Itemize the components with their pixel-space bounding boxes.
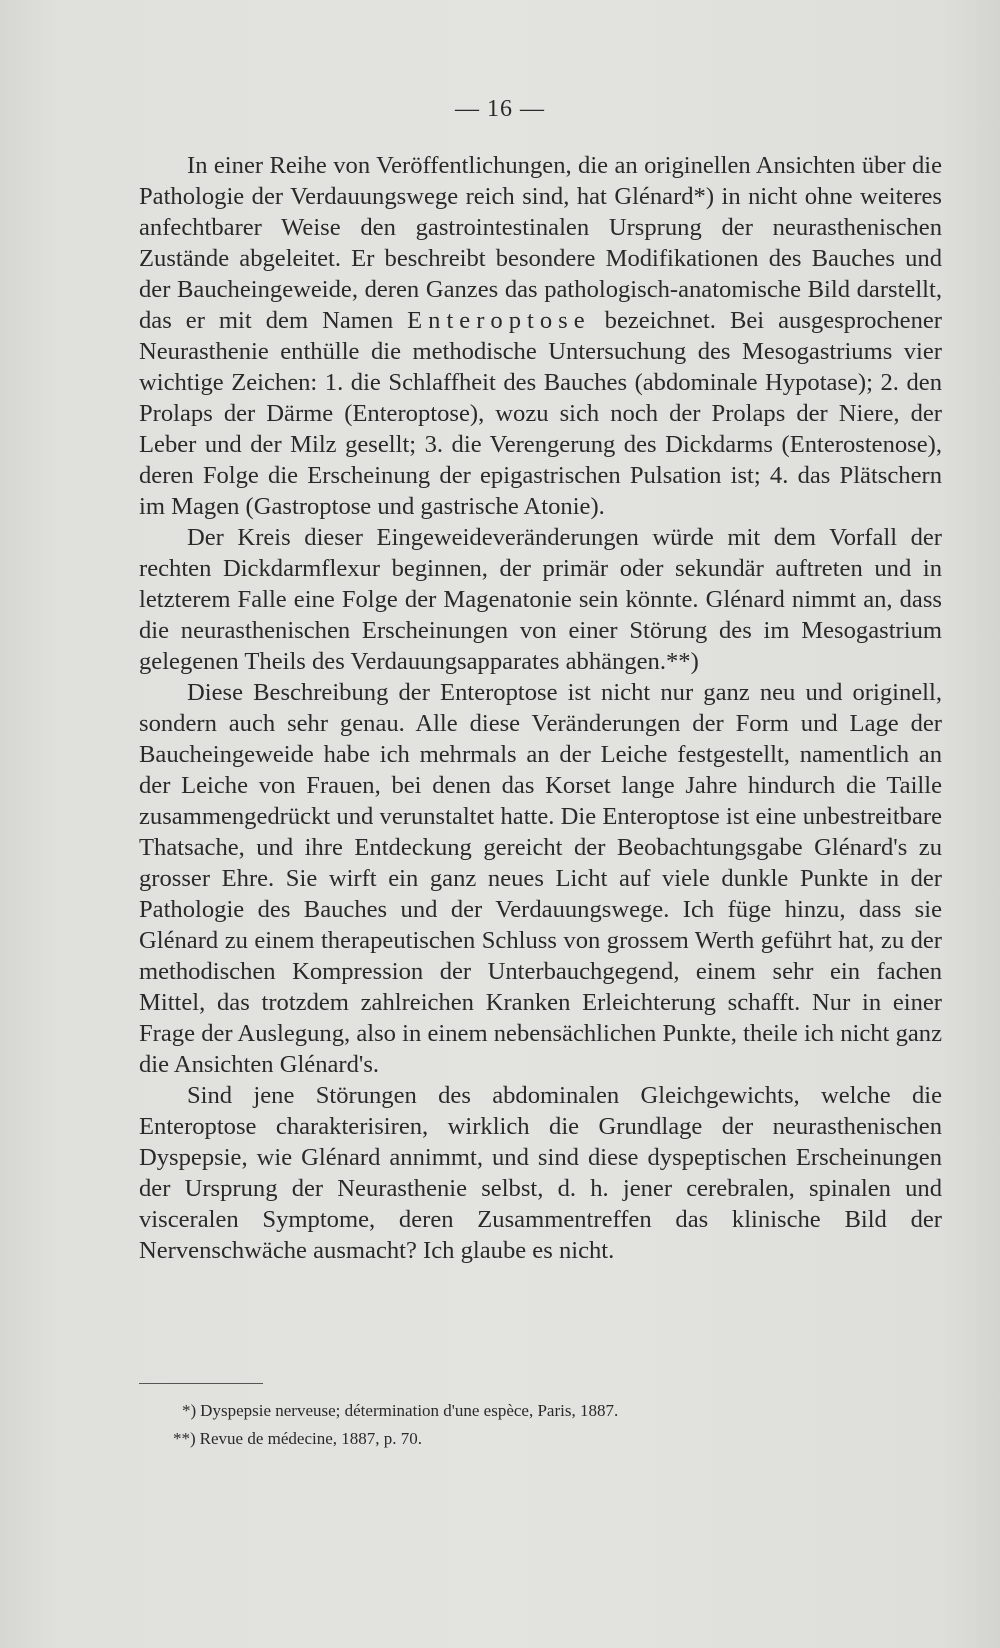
page-number: — 16 — <box>455 96 545 122</box>
paragraph-1 <box>139 150 942 522</box>
footnote-1 <box>182 1397 618 1425</box>
emphasized-term: Enteroptose <box>407 307 591 334</box>
paragraph-1-text-continued: bezeichnet. Bei ausgesprochener Neurasthenie enthülle die methodische Untersuchung des Mesogastriums vier wichtige Zeichen: 1. die Schlaffheit des Bauches (abdominale Hypotase); 2. den Prolaps der Därme (Enteroptose), wozu sich noch der Prolaps der Niere, der Leber und der Milz gesellt; 3. die Verengerung des Dickdarms (Enterostenose), deren Folge die Erscheinung der epigastrischen Pulsation ist; 4. das Plätschern im Magen (Gastroptose und gastrische Atonie). <box>139 307 942 520</box>
footnote-separator <box>139 1383 263 1384</box>
footnote-2 <box>173 1425 422 1453</box>
paragraph-1-text: In einer Reihe von Veröffentlichungen, die an originellen Ansichten über die Pathologie der Verdauungswege reich sind, hat Glénard*) in nicht ohne weiteres anfechtbarer Weise den gastrointestinalen Ursprung der neurasthenischen Zustände abgeleitet. Er beschreibt besondere Modifikationen des Bauches und der Baucheingeweide, deren Ganzes das pathologisch-anatomische Bild darstellt, das er mit dem Namen <box>139 152 942 334</box>
footnote-1-text: Dyspepsie nerveuse; détermination d'une espèce, Paris, 1887. <box>200 1401 619 1420</box>
paragraph-2: Der Kreis dieser Eingeweideveränderungen würde mit dem Vorfall der rechten Dickdarmflexur beginnen, der primär oder sekundär auftreten und in letzterem Falle eine Folge der Magenatonie sein könnte. Glénard nimmt an, dass die neurasthenischen Erscheinungen von einer Störung des im Mesogastrium gelegenen Theils des Verdauungsapparates abhängen.**) <box>139 524 942 675</box>
body-text <box>139 150 942 1266</box>
paragraph-3: Diese Beschreibung der Enteroptose ist nicht nur ganz neu und originell, sondern auch sehr genau. Alle diese Veränderungen der Form und Lage der Baucheingeweide habe ich mehrmals an der Leiche festgestellt, namentlich an der Leiche von Frauen, bei denen das Korset lange Jahre hindurch die Taille zusammengedrückt und verunstaltet hatte. Die Enteroptose ist eine unbestreitbare Thatsache, und ihre Entdeckung gereicht der Beobachtungsgabe Glénard's zu grosser Ehre. Sie wirft ein ganz neues Licht auf viele dunkle Punkte in der Pathologie des Bauches und der Verdauungswege. Ich füge hinzu, dass sie Glénard zu einem therapeutischen Schluss von grossem Werth geführt hat, zu der methodischen Kompression der Unterbauchgegend, einem sehr ein fachen Mittel, das trotzdem zahlreichen Kranken Erleichterung schafft. Nur in einer Frage der Auslegung, also in einem nebensächlichen Punkte, theile ich nicht ganz die Ansichten Glénard's. <box>139 679 942 1078</box>
footnote-2-mark: **) <box>173 1429 196 1448</box>
paragraph-4: Sind jene Störungen des abdominalen Gleichgewichts, welche die Enteroptose charakterisiren, wirklich die Grundlage der neurasthenischen Dyspepsie, wie Glénard annimmt, und sind diese dyspeptischen Erscheinungen der Ursprung der Neurasthenie selbst, d. h. jener cerebralen, spinalen und visceralen Symptome, deren Zusammentreffen das klinische Bild der Nervenschwäche ausmacht? Ich glaube es nicht. <box>139 1082 942 1264</box>
footnote-1-mark: *) <box>182 1401 197 1420</box>
footnote-2-text: Revue de médecine, 1887, p. 70. <box>199 1429 423 1448</box>
